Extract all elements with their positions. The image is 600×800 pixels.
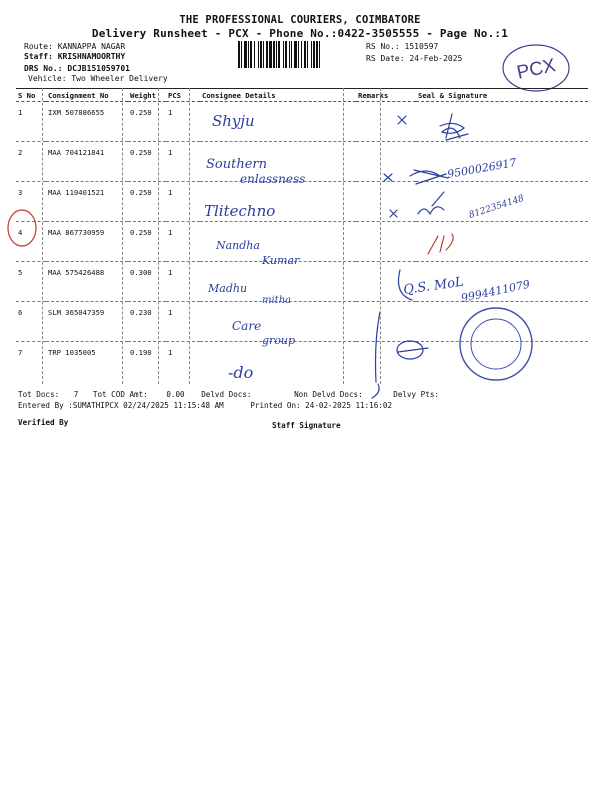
- row-sno: 1: [16, 102, 46, 142]
- col-divider: [158, 88, 159, 384]
- table-row: [16, 102, 588, 142]
- handwriting-row5a: Madhu: [208, 282, 248, 295]
- col-divider: [380, 88, 381, 384]
- rs-no-line: [366, 42, 438, 51]
- row-consignee: [200, 342, 356, 382]
- row-consignee: [200, 102, 356, 142]
- row-sno: 4: [16, 222, 46, 262]
- tot-docs-value: 7: [73, 390, 79, 399]
- delvy-pts-label: Delvy Pts:: [393, 390, 439, 399]
- handwriting-row1: Shyju: [212, 112, 255, 130]
- row-weight: 0.250: [128, 182, 166, 222]
- row-weight: 0.250: [128, 222, 166, 262]
- handwriting-row5b: mitha: [262, 295, 292, 306]
- totals-line: [18, 390, 439, 399]
- rs-date-line: [366, 54, 462, 63]
- row-seal: [416, 142, 588, 182]
- rs-date-label: RS Date:: [366, 54, 405, 63]
- row-sno: 6: [16, 302, 46, 342]
- handwriting-row7: -do: [228, 363, 254, 382]
- row-consignee: [200, 142, 356, 182]
- row-remarks: [356, 142, 416, 182]
- vehicle-label: Vehicle:: [28, 74, 67, 83]
- non-delvd-docs-label: Non Delvd Docs:: [294, 390, 363, 399]
- col-divider: [122, 88, 123, 384]
- row-weight: 0.250: [128, 142, 166, 182]
- col-sno: S No: [16, 89, 46, 102]
- row-consignee: [200, 182, 356, 222]
- runsheet-title: Delivery Runsheet - PCX - Phone No.:0422-3505555 - Page No.:1: [91, 27, 509, 40]
- col-seal: Seal & Signature: [416, 89, 588, 102]
- row-sno: 5: [16, 262, 46, 302]
- col-divider: [42, 88, 43, 384]
- row-seal: [416, 102, 588, 142]
- row-weight: 0.190: [130, 348, 152, 357]
- row-weight: 0.230: [128, 302, 166, 342]
- row-remarks: [356, 222, 416, 262]
- row-seal: [416, 262, 588, 302]
- row-seal: [416, 182, 588, 222]
- handwriting-row2a: Southern: [206, 157, 267, 172]
- tot-cod-value: 0.00: [166, 390, 185, 399]
- route-line: [24, 42, 125, 51]
- table-row: [16, 342, 588, 382]
- row-remarks: [356, 102, 416, 142]
- delvd-docs-label: Delvd Docs:: [201, 390, 252, 399]
- row-pcs: 1: [166, 302, 200, 342]
- row-consignment: TRP 1035005: [48, 348, 96, 357]
- row-seal: [416, 222, 588, 262]
- row-consignment: MAA 704121841: [46, 142, 128, 182]
- col-consignee: Consignee Details: [200, 89, 356, 102]
- col-weight: Weight: [128, 89, 166, 102]
- handwriting-row6a: Care: [232, 319, 262, 333]
- row-seal: [416, 342, 588, 382]
- col-consignment: Consignment No: [46, 89, 128, 102]
- pcx-stamp: [500, 42, 572, 94]
- printed-on: Printed On: 24-02-2025 11:16:02: [250, 401, 393, 410]
- tot-docs-label: Tot Docs:: [18, 390, 60, 399]
- table-row: [16, 142, 588, 182]
- col-pcs: PCS: [166, 89, 200, 102]
- handwriting-row3: Tlitechno: [204, 202, 276, 220]
- staff-signature-label: Staff Signature: [272, 421, 341, 430]
- row-weight: 0.300: [128, 262, 166, 302]
- route-label: Route:: [24, 42, 53, 51]
- row-remarks: [356, 342, 416, 382]
- handwriting-row4b: Kumar: [262, 254, 300, 267]
- table-row: [16, 302, 588, 342]
- rs-no-value: 1510597: [404, 42, 439, 51]
- row-weight: 0.250: [128, 102, 166, 142]
- handwriting-row4a: Nandha: [216, 239, 260, 252]
- signature-row5b: 9994411079: [459, 277, 532, 305]
- drs-label: DRS No.:: [24, 64, 63, 73]
- signature-phone-row3: 8122354148: [467, 193, 526, 221]
- staff-value: KRISHNAMOORTHY: [57, 52, 126, 61]
- table-row: [16, 222, 588, 262]
- row-remarks: [356, 302, 416, 342]
- row-consignee: [200, 302, 356, 342]
- signature-row5a: Q.S. MoL: [402, 274, 465, 298]
- row-pcs: 1: [166, 262, 200, 302]
- tot-cod-label: Tot COD Amt:: [92, 390, 148, 399]
- row-sno: 2: [16, 142, 46, 182]
- vehicle-value: Two Wheeler Delivery: [71, 74, 168, 83]
- row-pcs: 1: [168, 348, 173, 357]
- row-pcs: 1: [166, 182, 200, 222]
- col-divider: [343, 88, 344, 384]
- signature-phone-row2: 9500026917: [446, 155, 518, 181]
- verified-by: Verified By: [18, 418, 69, 427]
- row-pcs: 1: [166, 222, 200, 262]
- col-divider: [189, 88, 190, 384]
- handwriting-row6b: group: [262, 334, 296, 347]
- table-header-row: [16, 89, 588, 102]
- rs-no-label: RS No.:: [366, 42, 400, 51]
- handwriting-row2b: enlassness: [240, 172, 306, 186]
- runsheet-table: [16, 88, 588, 381]
- barcode: [236, 41, 360, 68]
- row-remarks: [356, 262, 416, 302]
- route-value: KANNAPPA NAGAR: [57, 42, 126, 51]
- row-consignment: MAA 110401521: [46, 182, 128, 222]
- stamp-text: PCX: [515, 55, 558, 84]
- drs-line: [24, 64, 130, 73]
- row-consignment: IXM 507886655: [46, 102, 128, 142]
- company-title: THE PROFESSIONAL COURIERS, COIMBATORE: [179, 14, 421, 26]
- vehicle-line: [28, 74, 168, 83]
- row-sno: 3: [16, 182, 46, 222]
- staff-label: Staff:: [24, 52, 53, 61]
- table-row: [16, 262, 588, 302]
- table-row: [16, 182, 588, 222]
- row-remarks: [356, 182, 416, 222]
- col-remarks: Remarks: [356, 89, 416, 102]
- row-consignee: [200, 222, 356, 262]
- row-sno: 7: [18, 348, 23, 357]
- entered-line: [18, 401, 392, 410]
- row-pcs: 1: [166, 102, 200, 142]
- entered-by: Entered By :SUMATHIPCX 02/24/2025 11:15:48 AM: [18, 401, 224, 410]
- row-consignee: [200, 262, 356, 302]
- drs-value: DCJB151059701: [67, 64, 130, 73]
- row-consignment: SLM 365047359: [46, 302, 128, 342]
- staff-line: [24, 52, 125, 61]
- row-consignment: MAA 575426488: [46, 262, 128, 302]
- row-consignment: MAA 867730959: [46, 222, 128, 262]
- row-seal: [416, 302, 588, 342]
- row-pcs: 1: [166, 142, 200, 182]
- rs-date-value: 24-Feb-2025: [409, 54, 463, 63]
